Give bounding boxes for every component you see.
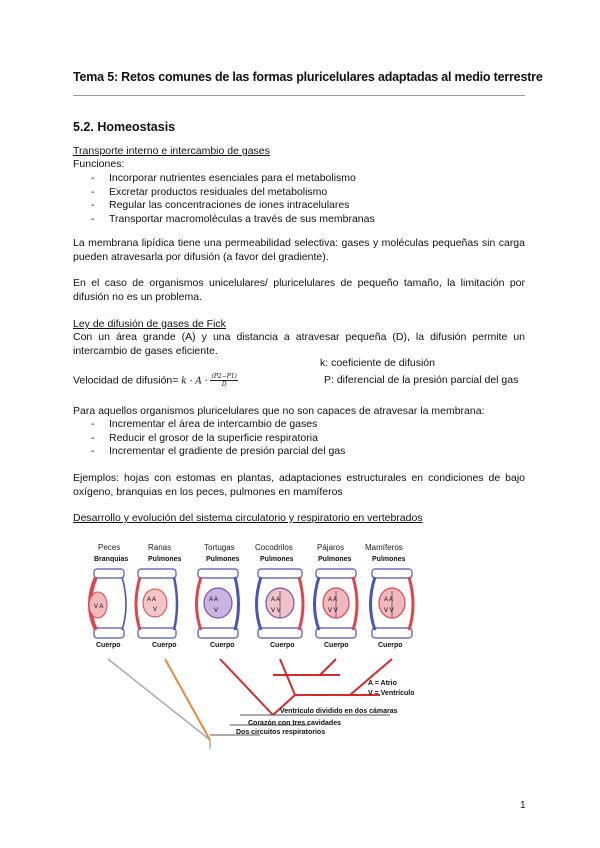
paragraph-unicellular: En el caso de organismos unicelulares/ pluricelulares de pequeño tamaño, la limitación por difusión no es un problema. [73,277,525,303]
fick-intro: Con un área grande (A) y una distancia a atravesar pequeña (D), la difusión permite un intercambio de gases eficiente. [73,331,525,357]
animal-label: Tortugas [204,543,235,552]
node-label: Dos circuitos respiratorios [236,729,326,736]
animal-label: Mamíferos [365,543,403,552]
svg-text:V: V [153,607,158,613]
circulatory-evolution-diagram [80,535,440,750]
organ-label: Pulmones [260,556,294,563]
animal-label: Pájaros [317,543,345,552]
organ-label: Pulmones [372,556,406,563]
body-label: Cuerpo [210,642,235,649]
svg-text:A A: A A [328,597,338,603]
node-label: Corazón con tres cavidades [248,720,341,727]
formula-numerator: (P2−P1) [211,373,237,380]
svg-text:A A: A A [209,597,219,603]
paragraph-examples: Ejemplos: hojas con estomas en plantas, adaptaciones estructurales en condiciones de bajo oxígeno, branquias en los peces, pulmones en mamíferos [73,472,525,498]
list-item: - Excretar productos residuales del metabolismo [73,186,525,200]
bird-circulation [315,569,358,638]
svg-text:V A: V A [94,604,104,610]
crocodile-circulation [257,569,304,638]
organ-label: Pulmones [206,556,240,563]
formula-denominator: D [221,381,227,388]
functions-list [73,172,525,226]
formula-fraction [210,373,237,388]
list-item: - Incrementar el área de intercambio de gases [73,418,525,432]
mammal-circulation [371,569,414,638]
transport-heading: Transporte interno e intercambio de gases [73,145,270,157]
paragraph-membrane: La membrana lipídica tiene una permeabilidad selectiva: gases y moléculas pequeñas sin carga pueden atravesarla por difusión (a favor del gradiente). [73,237,525,263]
paragraph-pluricellular: Para aquellos organismos pluricelulares que no son capaces de atravesar la membrana: [73,405,485,417]
title-divider [73,95,525,96]
svg-text:V V: V V [328,608,338,614]
functions-label: Funciones: [73,158,125,170]
svg-text:V V: V V [384,608,394,614]
document-title: Tema 5: Retos comunes de las formas pluricelulares adaptadas al medio terrestre [73,70,543,84]
legend-atrium: A = Atrio [368,680,397,687]
organ-label: Branquias [94,556,129,563]
legend-ventricle: V = Ventrículo [368,690,415,697]
velocity-formula [73,373,238,389]
body-label: Cuerpo [270,642,295,649]
list-item: - Incorporar nutrientes esenciales para el metabolismo [73,172,525,186]
svg-text:A A: A A [147,597,157,603]
node-label: Ventrículo dividido en dos cámaras [280,708,398,715]
frog-circulation [136,569,177,638]
list-item: - Reducir el grosor de la superficie respiratoria [73,432,525,446]
turtle-circulation [197,569,239,638]
fick-heading: Ley de difusión de gases de Fick [73,318,226,330]
organ-label: Pulmones [318,556,352,563]
page-number: 1 [520,800,526,811]
p-definition: P: diferencial de la presión parcial del gas [324,374,519,386]
section-heading: 5.2. Homeostasis [73,120,176,134]
body-label: Cuerpo [96,642,121,649]
velocity-label: Velocidad de difusión= [73,374,179,387]
body-label: Cuerpo [378,642,403,649]
svg-text:A A: A A [384,597,394,603]
body-label: Cuerpo [152,642,177,649]
svg-text:V: V [214,608,219,614]
list-item: - Incrementar el gradiente de presión parcial del gas [73,445,525,459]
animal-label: Ranas [148,543,172,552]
animal-label: Cocodrilos [255,543,293,552]
svg-text:V V: V V [271,608,281,614]
k-definition: k: coeficiente de difusión [320,357,435,369]
svg-text:A A: A A [271,597,281,603]
list-item: - Regular las concentraciones de iones intracelulares [73,199,525,213]
organ-label: Pulmones [148,556,182,563]
animal-label: Peces [98,543,121,552]
body-label: Cuerpo [324,642,349,649]
list-item: - Transportar macromoléculas a través de sus membranas [73,213,525,227]
formula-factors: k · A · [181,376,208,387]
fish-circulation [89,569,126,638]
evolution-heading: Desarrollo y evolución del sistema circulatorio y respiratorio en vertebrados [73,512,423,524]
strategies-list [73,418,525,459]
